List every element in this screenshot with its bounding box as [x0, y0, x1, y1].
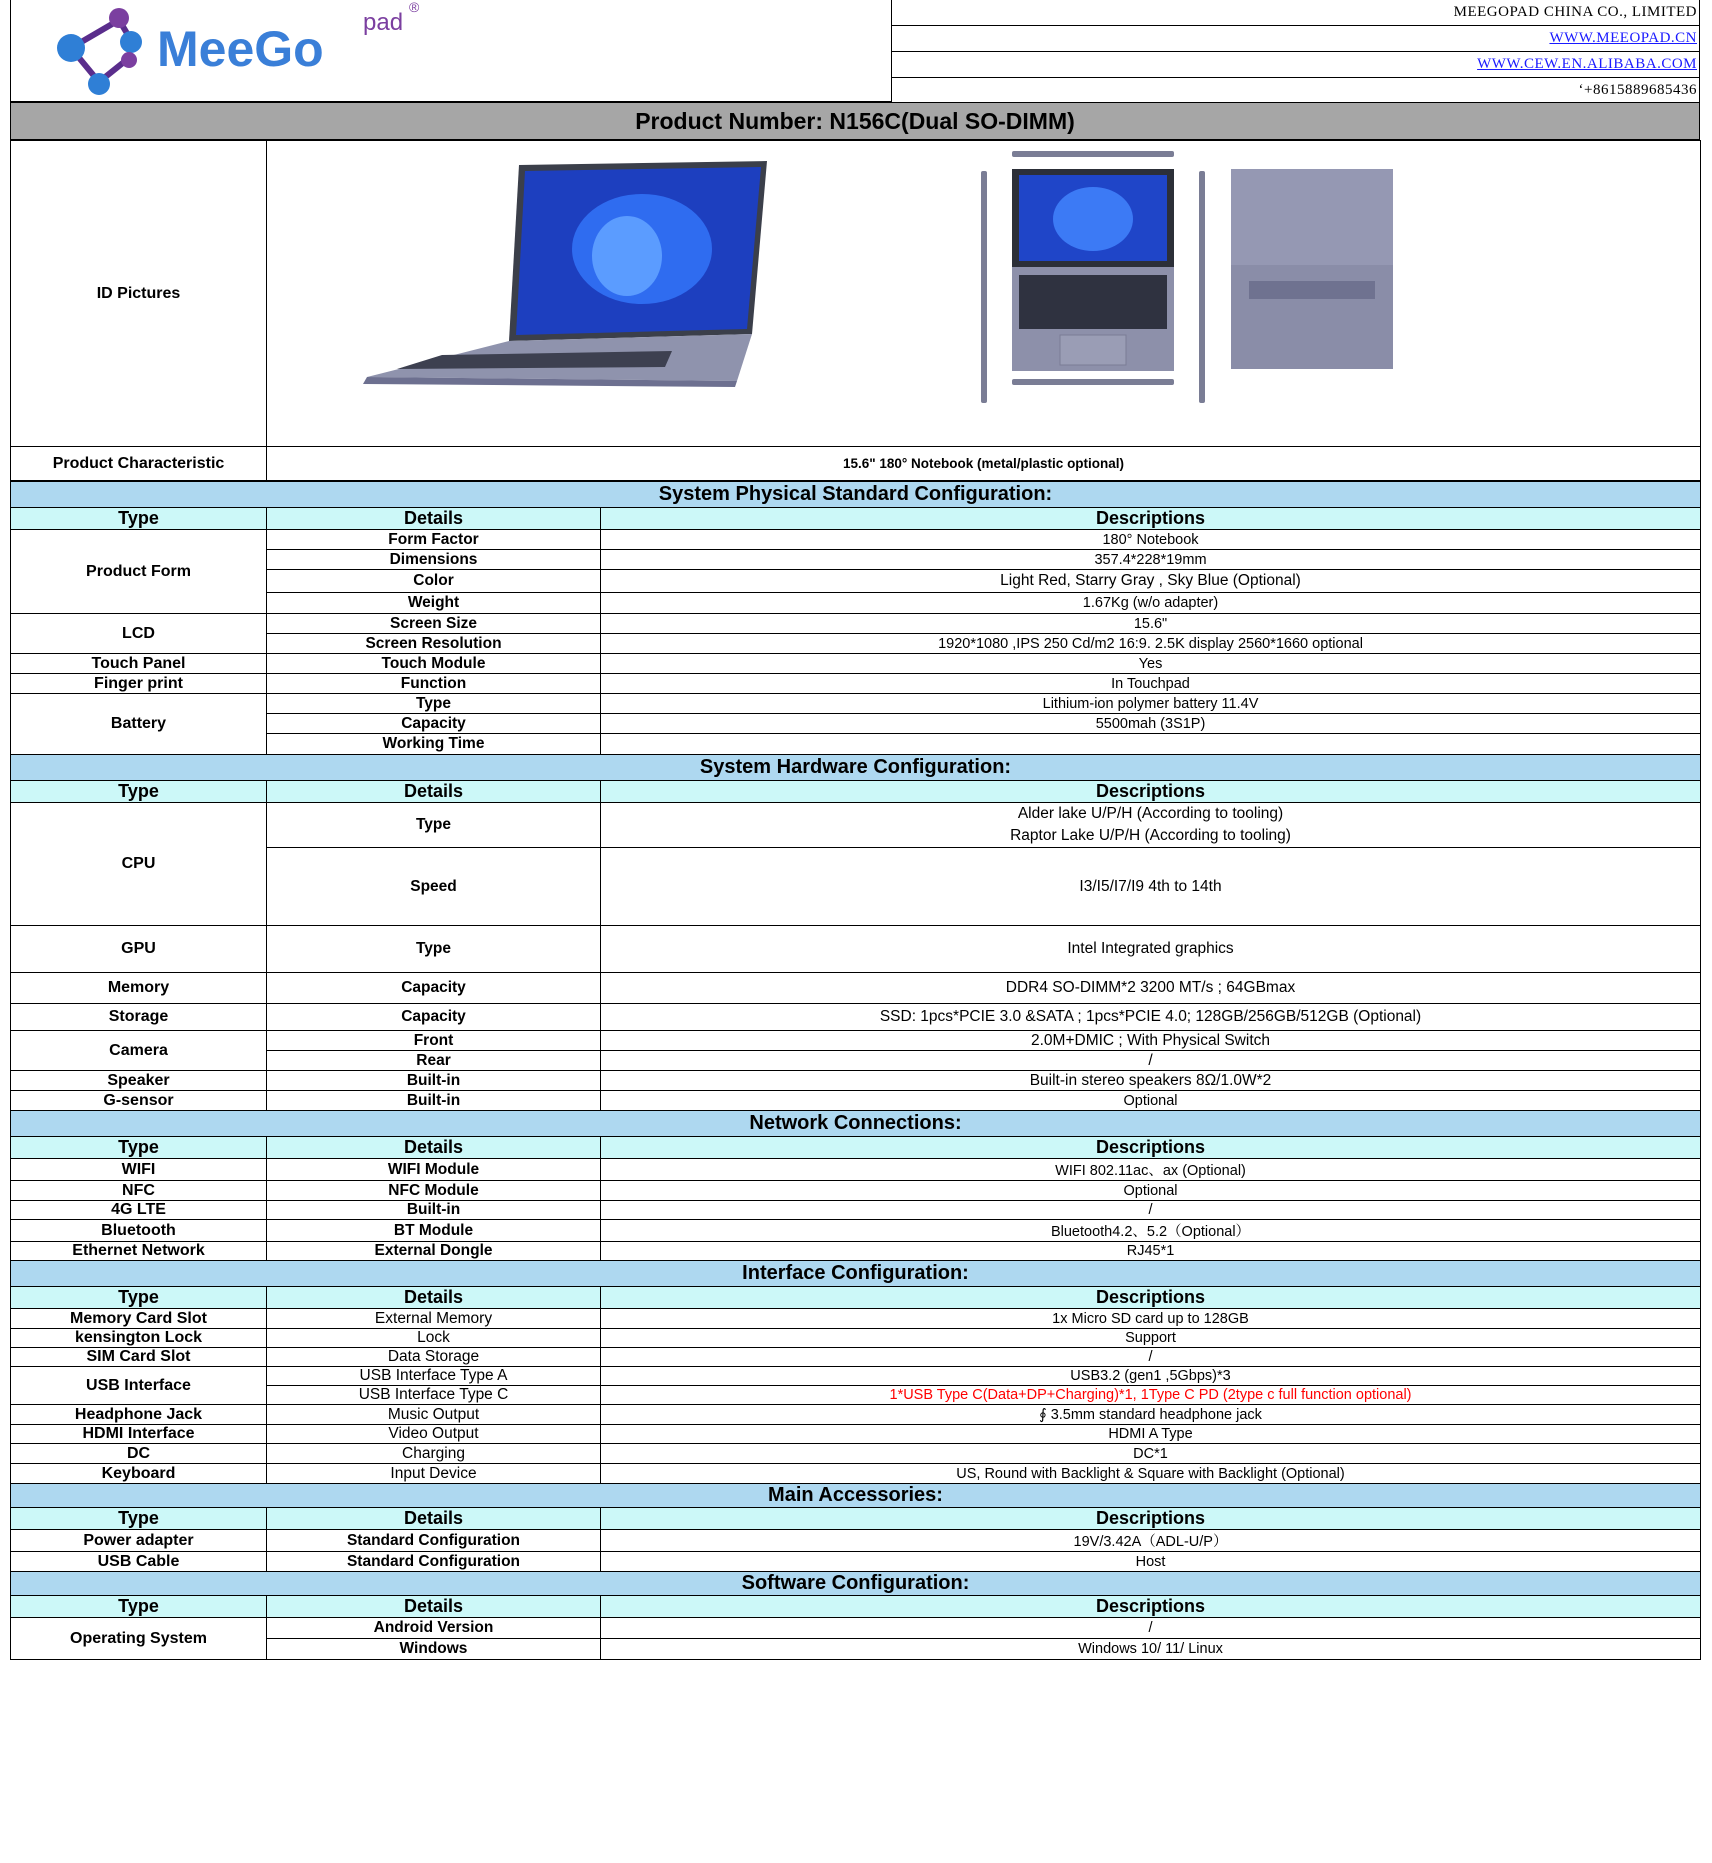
detail-function: Function [267, 674, 601, 694]
detail-color: Color [267, 570, 601, 593]
detail-memory-capacity: Capacity [267, 973, 601, 1004]
detail-battery-capacity: Capacity [267, 714, 601, 734]
detail-bluetooth: BT Module [267, 1220, 601, 1242]
col-type: Type [11, 1287, 267, 1309]
desc-dimensions: 357.4*228*19mm [601, 550, 1701, 570]
product-number-title: Product Number: N156C(Dual SO-DIMM) [10, 102, 1700, 140]
sheet-header [10, 0, 1700, 102]
desc-ethernet: RJ45*1 [601, 1242, 1701, 1261]
detail-cpu-type: Type [267, 803, 601, 848]
type-usb-cable: USB Cable [11, 1552, 267, 1572]
col-details: Details [267, 781, 601, 803]
type-keyboard: Keyboard [11, 1464, 267, 1484]
contact-block [891, 0, 1699, 103]
desc-storage-capacity: SSD: 1pcs*PCIE 3.0 &SATA ; 1pcs*PCIE 4.0; 128GB/256GB/512GB (Optional) [601, 1004, 1701, 1031]
desc-battery-type: Lithium-ion polymer battery 11.4V [601, 694, 1701, 714]
section-hardware: System Hardware Configuration: [11, 755, 1701, 781]
type-hdmi: HDMI Interface [11, 1425, 267, 1444]
col-descriptions: Descriptions [601, 1137, 1701, 1159]
desc-battery-capacity: 5500mah (3S1P) [601, 714, 1701, 734]
detail-memory-card: External Memory [267, 1309, 601, 1329]
desc-usb-cable: Host [601, 1552, 1701, 1572]
col-details: Details [267, 1287, 601, 1309]
desc-screen-size: 15.6" [601, 614, 1701, 634]
logo-node-icon [57, 34, 85, 62]
col-descriptions: Descriptions [601, 508, 1701, 530]
id-table [10, 140, 1701, 481]
section-software: Software Configuration: [11, 1572, 1701, 1596]
type-operating-system: Operating System [11, 1618, 267, 1660]
detail-working-time: Working Time [267, 734, 601, 755]
desc-speaker: Built-in stereo speakers 8Ω/1.0W*2 [601, 1071, 1701, 1091]
product-images [267, 141, 1700, 446]
detail-dimensions: Dimensions [267, 550, 601, 570]
laptop-top-edge-image [1012, 151, 1174, 157]
desc-sim: / [601, 1348, 1701, 1367]
detail-headphone: Music Output [267, 1405, 601, 1425]
desc-working-time [601, 734, 1701, 755]
laptop-front-image [1012, 169, 1174, 371]
detail-android: Android Version [267, 1618, 601, 1639]
desc-g-sensor: Optional [601, 1091, 1701, 1111]
desc-cpu-type-line2: Raptor Lake U/P/H (According to tooling) [1010, 827, 1291, 844]
desc-usb-a: USB3.2 (gen1 ,5Gbps)*3 [601, 1367, 1701, 1386]
col-details: Details [267, 1137, 601, 1159]
desc-cpu-speed: I3/I5/I7/I9 4th to 14th [601, 848, 1701, 926]
detail-g-sensor: Built-in [267, 1091, 601, 1111]
detail-dc: Charging [267, 1444, 601, 1464]
desc-weight: 1.67Kg (w/o adapter) [601, 593, 1701, 614]
detail-hdmi: Video Output [267, 1425, 601, 1444]
detail-power-adapter: Standard Configuration [267, 1530, 601, 1552]
detail-usb-a: USB Interface Type A [267, 1367, 601, 1386]
type-kensington: kensington Lock [11, 1329, 267, 1348]
desc-touch-module: Yes [601, 654, 1701, 674]
desc-headphone: ∮ 3.5mm standard headphone jack [601, 1405, 1701, 1425]
detail-4g-lte: Built-in [267, 1201, 601, 1220]
meegopad-logo [11, 0, 451, 100]
type-power-adapter: Power adapter [11, 1530, 267, 1552]
spec-table [10, 481, 1701, 1660]
desc-hdmi: HDMI A Type [601, 1425, 1701, 1444]
type-battery: Battery [11, 694, 267, 755]
detail-usb-c: USB Interface Type C [267, 1386, 601, 1405]
detail-touch-module: Touch Module [267, 654, 601, 674]
type-wifi: WIFI [11, 1159, 267, 1181]
col-type: Type [11, 1596, 267, 1618]
detail-keyboard: Input Device [267, 1464, 601, 1484]
detail-battery-type: Type [267, 694, 601, 714]
logo-text: MeeGo [157, 21, 324, 77]
type-4g-lte: 4G LTE [11, 1201, 267, 1220]
desc-memory-card: 1x Micro SD card up to 128GB [601, 1309, 1701, 1329]
desc-color: Light Red, Starry Gray , Sky Blue (Optional) [601, 570, 1701, 593]
section-accessories: Main Accessories: [11, 1484, 1701, 1508]
type-sim: SIM Card Slot [11, 1348, 267, 1367]
type-dc: DC [11, 1444, 267, 1464]
logo-sup: pad [363, 9, 404, 36]
logo-node-icon [121, 52, 137, 68]
detail-ethernet: External Dongle [267, 1242, 601, 1261]
logo-node-icon [109, 8, 129, 28]
desc-windows: Windows 10/ 11/ Linux [601, 1639, 1701, 1660]
desc-cpu-type-line1: Alder lake U/P/H (According to tooling) [1017, 805, 1284, 822]
characteristic-label: Product Characteristic [11, 447, 267, 481]
desc-power-adapter: 19V/3.42A（ADL-U/P） [601, 1530, 1701, 1552]
laptop-bottom-image [1231, 169, 1393, 369]
detail-screen-resolution: Screen Resolution [267, 634, 601, 654]
desc-form-factor: 180° Notebook [601, 530, 1701, 550]
desc-dc: DC*1 [601, 1444, 1701, 1464]
type-ethernet: Ethernet Network [11, 1242, 267, 1261]
desc-gpu-type: Intel Integrated graphics [601, 926, 1701, 973]
detail-nfc: NFC Module [267, 1181, 601, 1201]
col-details: Details [267, 1596, 601, 1618]
desc-bluetooth: Bluetooth4.2、5.2（Optional） [601, 1220, 1701, 1242]
id-pictures-label: ID Pictures [11, 141, 267, 447]
type-usb: USB Interface [11, 1367, 267, 1405]
type-headphone: Headphone Jack [11, 1405, 267, 1425]
type-gpu: GPU [11, 926, 267, 973]
type-touch-panel: Touch Panel [11, 654, 267, 674]
col-type: Type [11, 508, 267, 530]
section-physical: System Physical Standard Configuration: [11, 482, 1701, 508]
detail-usb-cable: Standard Configuration [267, 1552, 601, 1572]
detail-gpu-type: Type [267, 926, 601, 973]
detail-sim: Data Storage [267, 1348, 601, 1367]
desc-function: In Touchpad [601, 674, 1701, 694]
desc-wifi: WIFI 802.11ac、ax (Optional) [601, 1159, 1701, 1181]
detail-camera-front: Front [267, 1031, 601, 1051]
desc-camera-rear: / [601, 1051, 1701, 1071]
desc-usb-c: 1*USB Type C(Data+DP+Charging)*1, 1Type C PD (2type c full function optional) [601, 1386, 1701, 1405]
type-product-form: Product Form [11, 530, 267, 614]
detail-weight: Weight [267, 593, 601, 614]
detail-camera-rear: Rear [267, 1051, 601, 1071]
col-type: Type [11, 1137, 267, 1159]
id-pictures-cell [267, 141, 1701, 447]
type-bluetooth: Bluetooth [11, 1220, 267, 1242]
detail-kensington: Lock [267, 1329, 601, 1348]
detail-form-factor: Form Factor [267, 530, 601, 550]
phone-number: ‘+8615889685436 [1578, 82, 1697, 98]
type-finger-print: Finger print [11, 674, 267, 694]
col-details: Details [267, 1508, 601, 1530]
type-cpu: CPU [11, 803, 267, 926]
spec-sheet [10, 0, 1700, 1660]
detail-storage-capacity: Capacity [267, 1004, 601, 1031]
type-memory-card: Memory Card Slot [11, 1309, 267, 1329]
col-descriptions: Descriptions [601, 1287, 1701, 1309]
laptop-bottom-edge-image [1012, 379, 1174, 385]
type-memory: Memory [11, 973, 267, 1004]
desc-kensington: Support [601, 1329, 1701, 1348]
type-g-sensor: G-sensor [11, 1091, 267, 1111]
detail-windows: Windows [267, 1639, 601, 1660]
logo-reg: ® [409, 0, 420, 15]
section-interface: Interface Configuration: [11, 1261, 1701, 1287]
col-descriptions: Descriptions [601, 1508, 1701, 1530]
col-type: Type [11, 781, 267, 803]
desc-4g-lte: / [601, 1201, 1701, 1220]
desc-android: / [601, 1618, 1701, 1639]
type-camera: Camera [11, 1031, 267, 1071]
characteristic-value: 15.6" 180° Notebook (metal/plastic optional) [267, 447, 1701, 481]
laptop-side-image [1199, 171, 1205, 403]
section-network: Network Connections: [11, 1111, 1701, 1137]
col-descriptions: Descriptions [601, 1596, 1701, 1618]
detail-cpu-speed: Speed [267, 848, 601, 926]
laptop-angle-image [363, 161, 767, 387]
logo-node-icon [88, 73, 110, 95]
detail-speaker: Built-in [267, 1071, 601, 1091]
type-nfc: NFC [11, 1181, 267, 1201]
desc-memory-capacity: DDR4 SO-DIMM*2 3200 MT/s ; 64GBmax [601, 973, 1701, 1004]
type-speaker: Speaker [11, 1071, 267, 1091]
laptop-side-image [981, 171, 987, 403]
logo-box [11, 0, 892, 102]
type-storage: Storage [11, 1004, 267, 1031]
desc-nfc: Optional [601, 1181, 1701, 1201]
desc-keyboard: US, Round with Backlight & Square with Backlight (Optional) [601, 1464, 1701, 1484]
desc-camera-front: 2.0M+DMIC ; With Physical Switch [601, 1031, 1701, 1051]
type-lcd: LCD [11, 614, 267, 654]
company-name: MEEGOPAD CHINA CO., LIMITED [891, 0, 1699, 26]
desc-screen-resolution: 1920*1080 ,IPS 250 Cd/m2 16:9. 2.5K display 2560*1660 optional [601, 634, 1701, 654]
col-details: Details [267, 508, 601, 530]
logo-node-icon [120, 31, 142, 53]
website-link[interactable]: WWW.MEEOPAD.CN [891, 26, 1699, 52]
col-descriptions: Descriptions [601, 781, 1701, 803]
col-type: Type [11, 1508, 267, 1530]
alibaba-link[interactable]: WWW.CEW.EN.ALIBABA.COM [891, 52, 1699, 78]
detail-screen-size: Screen Size [267, 614, 601, 634]
detail-wifi: WIFI Module [267, 1159, 601, 1181]
desc-cpu-type [601, 803, 1701, 848]
